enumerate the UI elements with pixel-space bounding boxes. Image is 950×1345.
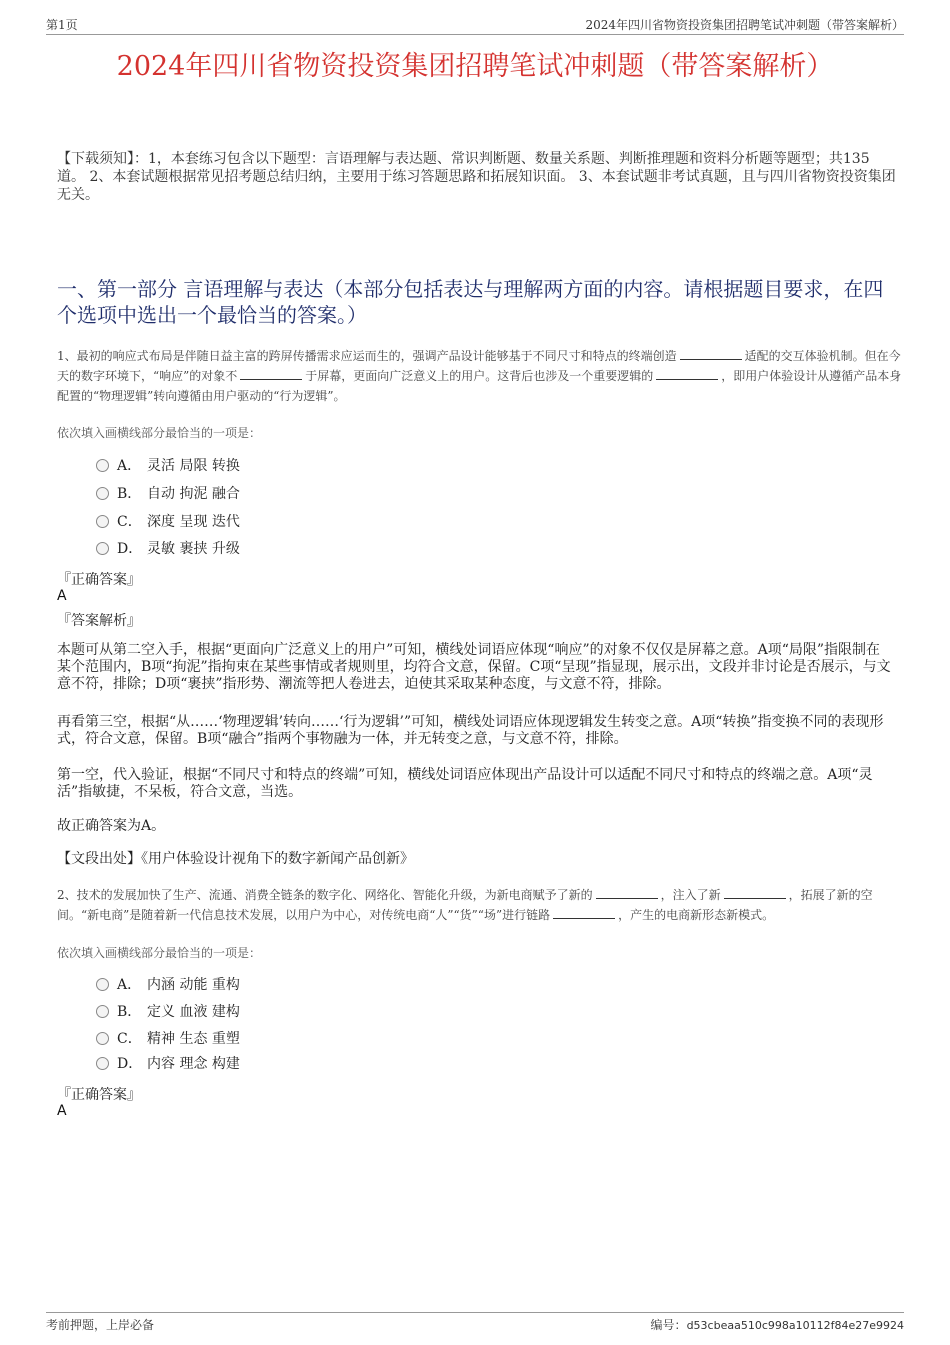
q1-analysis-paragraph: 本题可从第二空入手，根据“更面向广泛意义上的用户”可知，横线处词语应体现“响应”的对象不仅仅是屏幕之意。A项“局限”指限制在某个范围内，B项“拘泥”指拘束在某些事情或者规则里，均符合文意，保留。C项“呈现”指显现，展示出，文段并非讨论是否展示，与文意不符，排除；D项“裹挟”指形势、潮流等把人卷进去，迫使其采取某种态度，与文意不符，排除。	[57, 642, 891, 692]
q2-option-d[interactable]: D． 内容 理念 构建	[96, 1054, 240, 1074]
q1-option-d[interactable]: D． 灵敏 裹挟 升级	[96, 539, 240, 559]
footer-slogan: 考前押题，上岸必备	[46, 1318, 155, 1332]
fill-blank	[680, 347, 742, 360]
download-notice: 【下载须知】：1，本套练习包含以下题型：言语理解与表达题、常识判断题、数量关系题、判断推理题和资料分析题等题型；共135道。 2、本套试题根据常见招考题总结归纳，主要用于练习答题思路和拓展知识面。 3、本套试题非考试真题，且与四川省物资投资集团无关。	[57, 151, 896, 203]
q2-answer-label: 『正确答案』	[57, 1087, 141, 1103]
header-doc-title: 2024年四川省物资投资集团招聘笔试冲刺题（带答案解析）	[585, 18, 904, 32]
radio-icon[interactable]	[96, 978, 109, 991]
radio-icon[interactable]	[96, 542, 109, 555]
page-number: 第1页	[46, 18, 78, 32]
fill-blank	[656, 367, 718, 380]
question-1-prompt: 依次填入画横线部分最恰当的一项是：	[57, 426, 262, 440]
q2-option-a[interactable]: A． 内涵 动能 重构	[96, 975, 240, 995]
q1-analysis-label: 『答案解析』	[57, 613, 141, 629]
document-code: 编号：d53cbeaa510c998a10112f84e27e9924	[650, 1318, 904, 1332]
radio-icon[interactable]	[96, 515, 109, 528]
fill-blank	[240, 367, 302, 380]
q1-analysis-paragraph: 第一空，代入验证，根据“不同尺寸和特点的终端”可知，横线处词语应体现出产品设计可以适配不同尺寸和特点的终端之意。A项“灵活”指敏捷，不呆板，符合文意，当选。	[57, 767, 873, 800]
radio-icon[interactable]	[96, 487, 109, 500]
radio-icon[interactable]	[96, 1057, 109, 1070]
question-2-prompt: 依次填入画横线部分最恰当的一项是：	[57, 946, 262, 960]
q1-analysis-conclusion: 故正确答案为A。	[57, 818, 166, 834]
q2-option-c[interactable]: C． 精神 生态 重塑	[96, 1029, 240, 1049]
q1-source: 【文段出处】《用户体验设计视角下的数字新闻产品创新》	[57, 851, 414, 867]
question-2-stem: 2、技术的发展加快了生产、流通、消费全链条的数字化、网络化、智能化升级，为新电商赋予了新的 ，注入了新 ，拓展了新的空间。“新电商”是随着新一代信息技术发展，以用户为中心，对传统电商“人”“货”“场”进行链路 ，产生的电商新形态新模式。	[57, 888, 873, 922]
page-footer	[46, 1312, 904, 1333]
q1-option-c[interactable]: C． 深度 呈现 迭代	[96, 512, 240, 532]
q1-answer-label: 『正确答案』	[57, 572, 141, 588]
radio-icon[interactable]	[96, 459, 109, 472]
section-heading: 一、第一部分 言语理解与表达（本部分包括表达与理解两方面的内容。请根据题目要求，在四个选项中选出一个最恰当的答案。）	[57, 277, 884, 327]
q2-answer: A	[57, 1103, 67, 1119]
fill-blank	[553, 906, 615, 919]
document-title: 2024年四川省物资投资集团招聘笔试冲刺题（带答案解析）	[116, 51, 834, 82]
q1-option-b[interactable]: B． 自动 拘泥 融合	[96, 484, 240, 504]
question-1-stem: 1、最初的响应式布局是伴随日益主富的跨屏传播需求应运而生的，强调产品设计能够基于不同尺寸和特点的终端创造 适配的交互体验机制。但在今天的数字环境下，“响应”的对象不 于屏幕，更面向广泛意义上的用户。这背后也涉及一个重要逻辑的 ，即用户体验设计从遵循产品本身配置的“物理逻辑”转向遵循由用户驱动的“行为逻辑”。	[57, 349, 902, 403]
q1-answer: A	[57, 588, 67, 604]
q2-option-b[interactable]: B． 定义 血液 建构	[96, 1002, 240, 1022]
fill-blank	[596, 886, 658, 899]
page-header	[46, 14, 904, 35]
radio-icon[interactable]	[96, 1032, 109, 1045]
q1-option-a[interactable]: A． 灵活 局限 转换	[96, 456, 240, 476]
q1-analysis-paragraph: 再看第三空，根据“从……‘物理逻辑’转向……‘行为逻辑’”可知，横线处词语应体现逻辑发生转变之意。A项“转换”指变换不同的表现形式，符合文意，保留。B项“融合”指两个事物融为一体，并无转变之意，与文意不符，排除。	[57, 714, 884, 747]
fill-blank	[724, 886, 786, 899]
radio-icon[interactable]	[96, 1005, 109, 1018]
